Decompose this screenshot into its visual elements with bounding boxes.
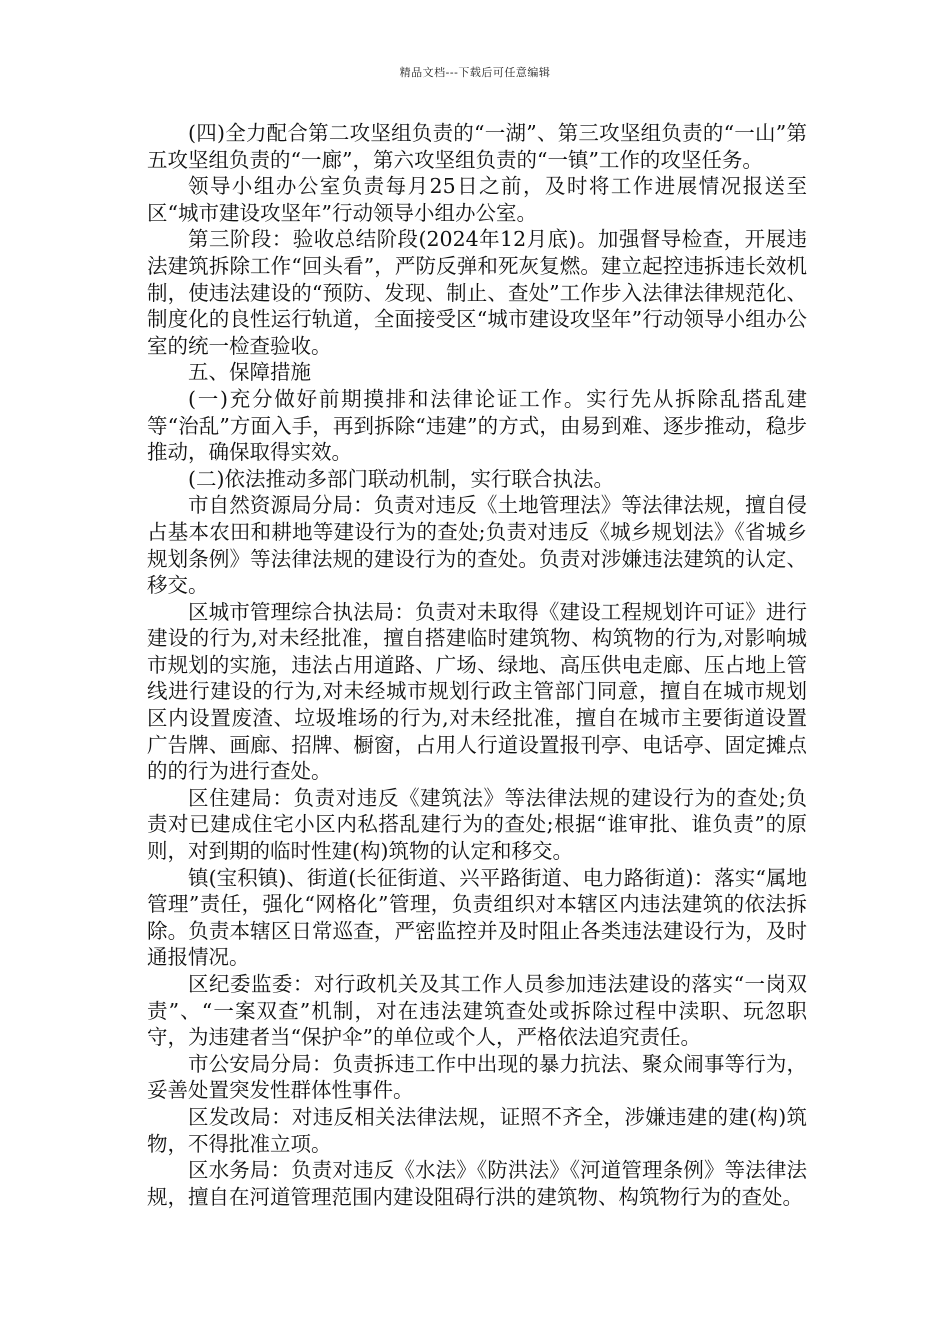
paragraph: 镇(宝积镇)、街道(长征街道、兴平路街道、电力路街道)：落实“属地管理”责任，强化“网格化”管理，负责组织对本辖区内违法建筑的依法拆除。负责本辖区日常巡查，严密监控并及时阻止各类违法建设行为，及时通报情况。 [147, 865, 807, 970]
paragraph: 区水务局：负责对违反《水法》《防洪法》《河道管理条例》等法律法规，擅自在河道管理范围内建设阻碍行洪的建筑物、构筑物行为的查处。 [147, 1158, 807, 1209]
paragraph: (二)依法推动多部门联动机制，实行联合执法。 [188, 466, 614, 491]
paragraph: 区住建局：负责对违反《建筑法》等法律法规的建设行为的查处;负责对已建成住宅小区内私搭乱建行为的查处;根据“谁审批、谁负责”的原则，对到期的临时性建(构)筑物的认定和移交。 [147, 785, 807, 864]
page-header: 精品文档---下载后可任意编辑 [399, 66, 551, 79]
paragraph: 领导小组办公室负责每月25日之前，及时将工作进展情况报送至区“城市建设攻坚年”行动领导小组办公室。 [147, 174, 807, 225]
paragraph: 区发改局：对违反相关法律法规，证照不齐全，涉嫌违建的建(构)筑物，不得批准立项。 [147, 1104, 807, 1156]
paragraph: (四)全力配合第二攻坚组负责的“一湖”、第三攻坚组负责的“一山”第五攻坚组负责的“一廊”，第六攻坚组负责的“一镇”工作的攻坚任务。 [147, 121, 807, 172]
paragraph: (一)充分做好前期摸排和法律论证工作。实行先从拆除乱搭乱建等“治乱”方面入手，再到拆除“违建”的方式，由易到难、逐步推动，稳步推动，确保取得实效。 [147, 386, 807, 465]
paragraph: 市公安局分局：负责拆违工作中出现的暴力抗法、聚众闹事等行为，妥善处置突发性群体性事件。 [147, 1051, 807, 1103]
document-body [147, 120, 807, 1210]
paragraph: 区纪委监委：对行政机关及其工作人员参加违法建设的落实“一岗双责”、“一案双查”机制，对在违法建筑查处或拆除过程中渎职、玩忽职守，为违建者当“保护伞”的单位或个人，严格依法追究责任。 [147, 972, 807, 1050]
paragraph: 第三阶段：验收总结阶段(2024年12月底)。加强督导检查，开展违法建筑拆除工作“回头看”，严防反弹和死灰复燃。建立起控违拆违长效机制，使违法建设的“预防、发现、制止、查处”工作步入法律法律规范化、制度化的良性运行轨道，全面接受区“城市建设攻坚年”行动领导小组办公室的统一检查验收。 [147, 227, 807, 358]
section-heading: 五、保障措施 [188, 360, 311, 385]
paragraph: 市自然资源局分局：负责对违反《土地管理法》等法律法规，擅自侵占基本农田和耕地等建设行为的查处;负责对违反《城乡规划法》《省城乡规划条例》等法律法规的建设行为的查处。负责对涉嫌违法建筑的认定、移交。 [147, 493, 807, 598]
paragraph: 区城市管理综合执法局：负责对未取得《建设工程规划许可证》进行建设的行为,对未经批准，擅自搭建临时建筑物、构筑物的行为,对影响城市规划的实施，违法占用道路、广场、绿地、高压供电走廊、压占地上管线进行建设的行为,对未经城市规划行政主管部门同意，擅自在城市规划区内设置废渣、垃圾堆场的行为,对未经批准，擅自在城市主要街道设置广告牌、画廊、招牌、橱窗，占用人行道设置报刊亭、电话亭、固定摊点的的行为进行查处。 [147, 599, 807, 784]
